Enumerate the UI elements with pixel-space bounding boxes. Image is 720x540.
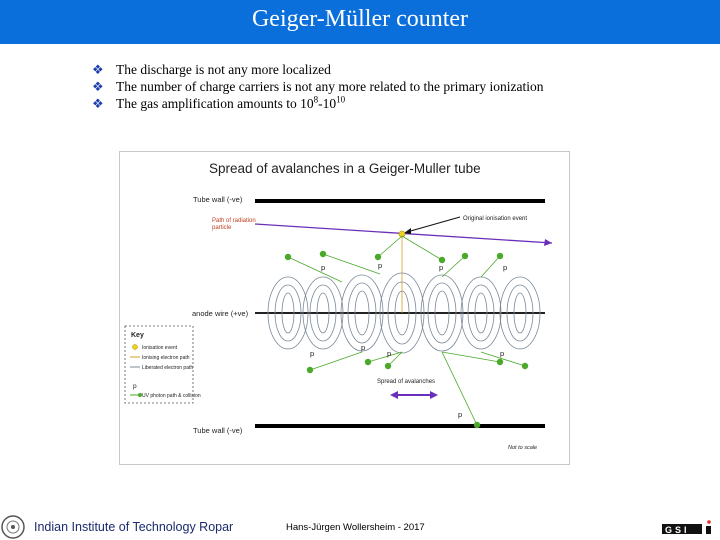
svg-text:p: p [500, 349, 505, 358]
slide-title: Geiger-Müller counter [251, 6, 469, 32]
key-photon-symbol: p [133, 383, 137, 390]
bullet-item: ❖ The gas amplification amounts to $10^8-10^{10}$ [92, 94, 346, 111]
footer-institute: Indian Institute of Technology Ropar [34, 520, 234, 534]
spread-label: Spread of avalanches [377, 379, 436, 385]
spread-arrowhead-right [430, 391, 438, 399]
key-ionisation-icon [133, 345, 138, 350]
spread-arrowhead-left [390, 391, 398, 399]
footer-author: Hans-Jürgen Wollersheim - 2017 [286, 522, 425, 533]
radiation-path-label-2: particle [212, 225, 232, 231]
svg-text:GSI: GSI [665, 525, 690, 535]
key-title: Key [131, 332, 144, 339]
not-to-scale-label: Not to scale [508, 445, 538, 451]
key-item: Ionisation event [142, 345, 178, 351]
bullet-list [92, 61, 543, 112]
diamond-bullet-icon: ❖ [92, 62, 104, 77]
key-item: Liberated electron path [142, 365, 194, 371]
figure-title: Spread of avalanches in a Geiger-Muller tube [209, 161, 481, 176]
original-event-label: Original ionisation event [463, 216, 528, 222]
svg-text:p: p [321, 263, 326, 272]
institute-logo-icon [0, 514, 26, 540]
tube-wall-top [255, 199, 545, 203]
key-item: Ionising electron path [142, 355, 190, 361]
original-event-pointer [407, 217, 460, 232]
svg-text:p: p [439, 263, 444, 272]
svg-text:p: p [387, 349, 392, 358]
diamond-bullet-icon: ❖ [92, 79, 104, 94]
svg-text:p: p [458, 410, 463, 419]
tube-wall-bottom [255, 424, 545, 428]
geiger-diagram [120, 152, 569, 464]
bullet-item: ❖ The discharge is not any more localized [92, 62, 331, 77]
svg-text:p: p [378, 261, 383, 270]
gsi-logo-icon [662, 518, 720, 538]
radiation-path-label-1: Path of radiation [212, 218, 256, 224]
diamond-bullet-icon: ❖ [92, 96, 104, 111]
anode-wire-label: anode wire (+ve) [192, 309, 249, 318]
tube-wall-bottom-label: Tube wall (-ve) [193, 426, 243, 435]
key-item: UV photon path & collision [142, 393, 201, 399]
radiation-arrowhead [544, 239, 552, 246]
svg-text:p: p [310, 349, 315, 358]
bullet-item: ❖ The number of charge carriers is not any more related to the primary ionization [92, 79, 544, 94]
geiger-diagram-figure [119, 151, 570, 465]
svg-text:p: p [361, 343, 366, 352]
tube-wall-top-label: Tube wall (-ve) [193, 195, 243, 204]
svg-text:p: p [503, 263, 508, 272]
